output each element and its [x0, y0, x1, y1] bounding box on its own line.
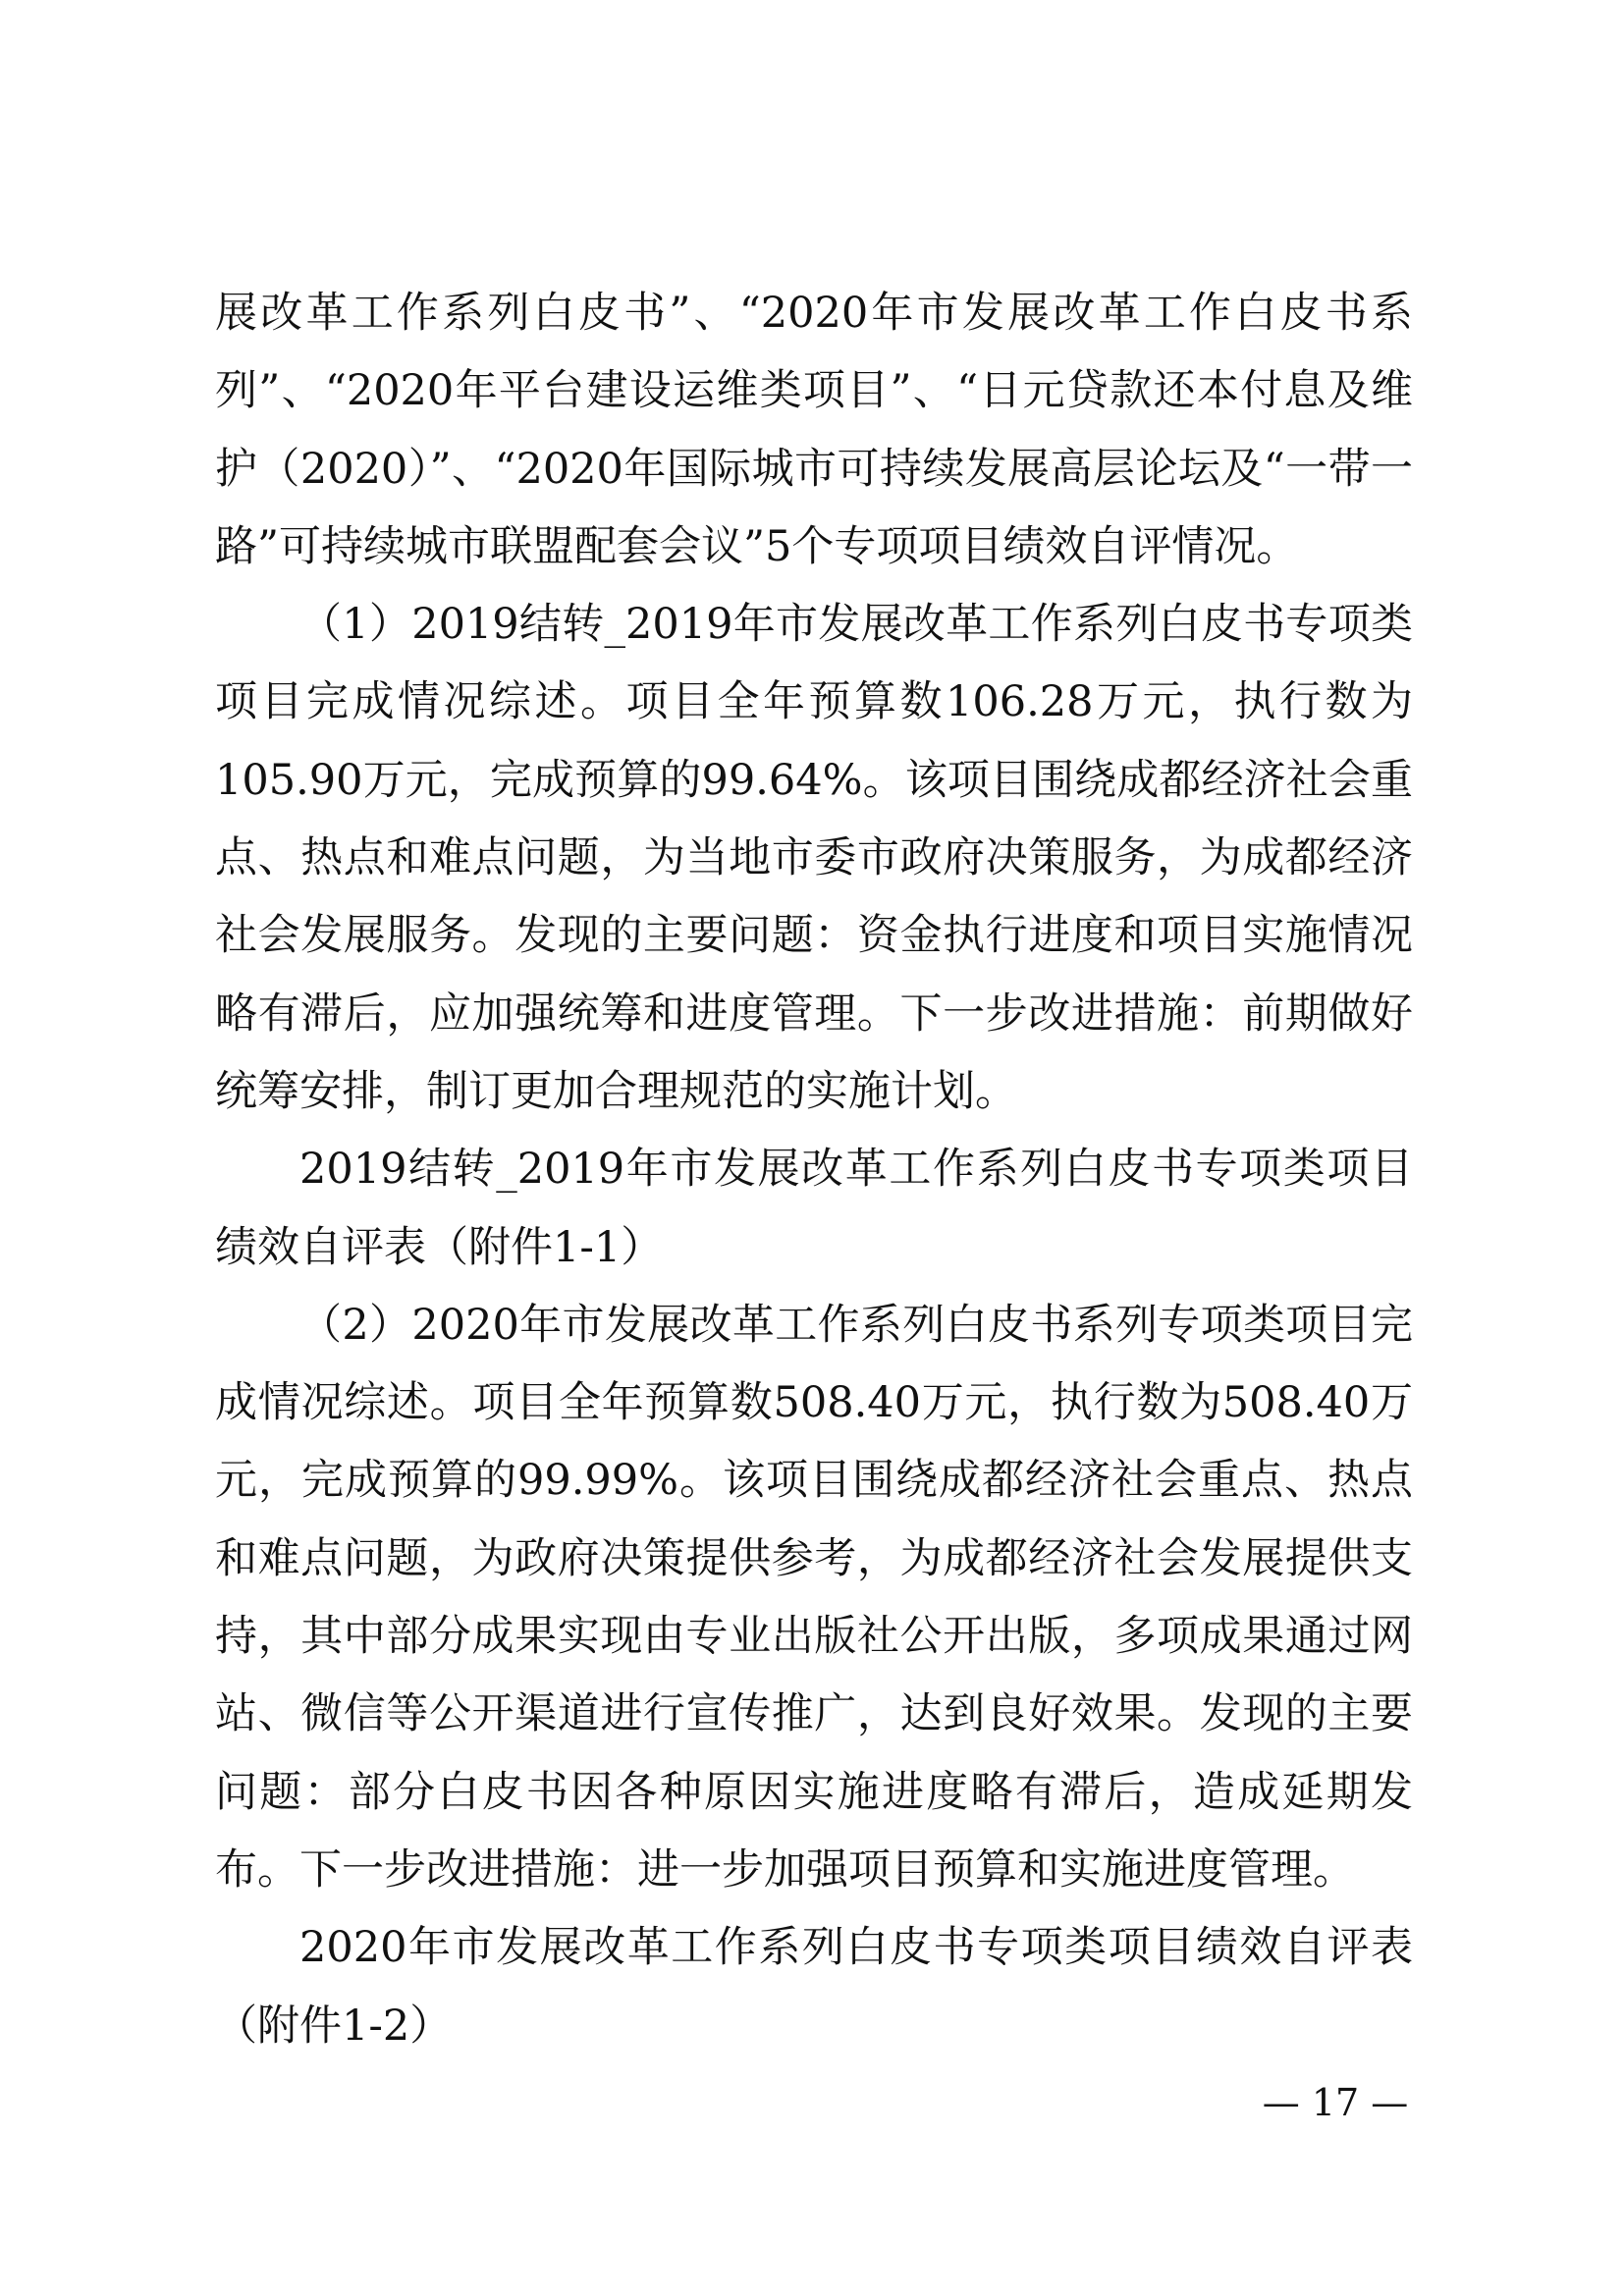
- paragraph-continuation: 展改革工作系列白皮书”、“2020年市发展改革工作白皮书系列”、“2020年平台建设运维类项目”、“日元贷款还本付息及维护（2020）”、“2020年国际城市可持续发展高层论坛及“一带一路”可持续城市联盟配套会议”5个专项项目绩效自评情况。: [215, 289, 1413, 571]
- paragraph-item-2-summary: （2）2020年市发展改革工作系列白皮书系列专项类项目完成情况综述。项目全年预算数508.40万元，执行数为508.40万元，完成预算的99.99%。该项目围绕成都经济社会重点、热点和难点问题，为政府决策提供参考，为成都经济社会发展提供支持，其中部分成果实现由专业出版社公开出版，多项成果通过网站、微信等公开渠道进行宣传推广，达到良好效果。发现的主要问题：部分白皮书因各种原因实施进度略有滞后，造成延期发布。下一步改进措施：进一步加强项目预算和实施进度管理。: [215, 1300, 1413, 1895]
- body-text: [215, 275, 1413, 2065]
- page-number: — 17 —: [1262, 2081, 1409, 2124]
- paragraph-attachment-1-1: 2019结转_2019年市发展改革工作系列白皮书专项类项目绩效自评表（附件1-1）: [215, 1145, 1413, 1272]
- paragraph-attachment-1-2: 2020年市发展改革工作系列白皮书专项类项目绩效自评表（附件1-2）: [215, 1923, 1413, 2051]
- paragraph-item-1-summary: （1）2019结转_2019年市发展改革工作系列白皮书专项类项目完成情况综述。项目全年预算数106.28万元，执行数为105.90万元，完成预算的99.64%。该项目围绕成都经济社会重点、热点和难点问题，为当地市委市政府决策服务，为成都经济社会发展服务。发现的主要问题：资金执行进度和项目实施情况略有滞后，应加强统筹和进度管理。下一步改进措施：前期做好统筹安排，制订更加合理规范的实施计划。: [215, 600, 1413, 1116]
